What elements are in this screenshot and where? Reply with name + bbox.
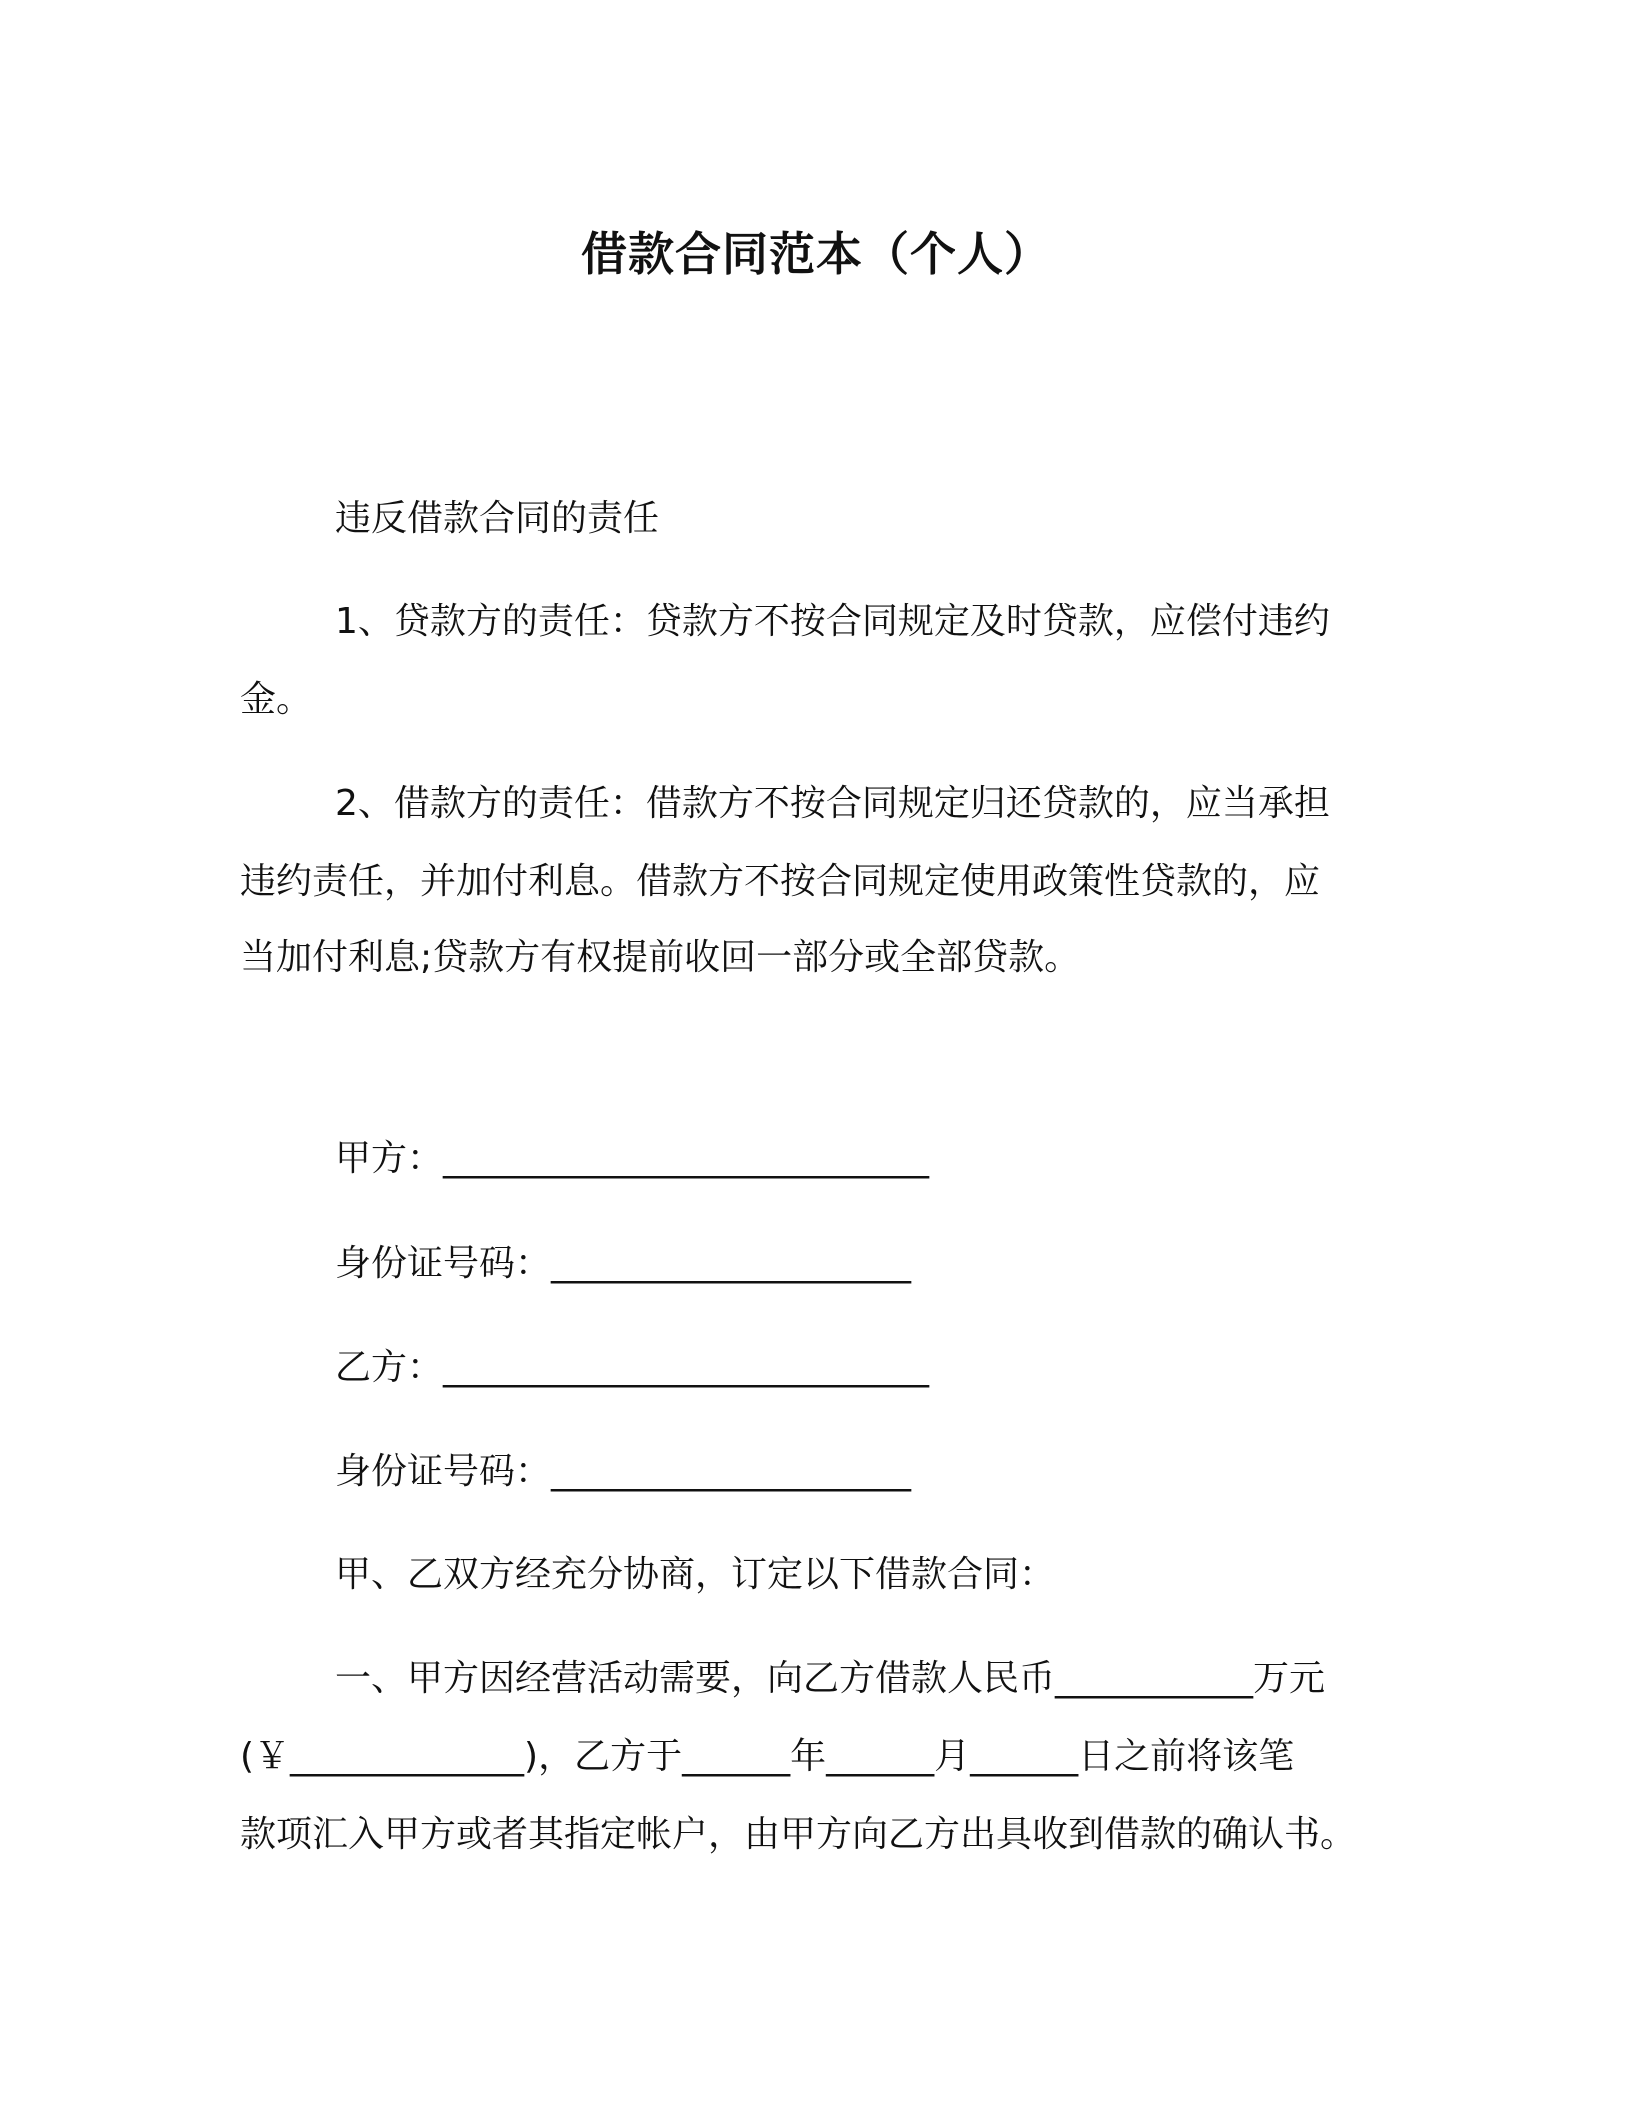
article-1-line-1: 一、甲方因经营活动需要，向乙方借款人民币___________万元 — [335, 1658, 1326, 1699]
party-b-field: 乙方：___________________________ — [335, 1347, 930, 1388]
party-b-id-field: 身份证号码：____________________ — [335, 1451, 912, 1492]
party-a-field: 甲方：___________________________ — [335, 1138, 930, 1179]
party-a-id-field: 身份证号码：____________________ — [335, 1243, 912, 1284]
clause-2-line-3: 当加付利息;贷款方有权提前收回一部分或全部贷款。 — [240, 937, 1081, 978]
clause-2-line-1: 2、借款方的责任：借款方不按合同规定归还贷款的，应当承担 — [335, 783, 1330, 824]
article-1-line-2: (￥_____________)，乙方于______年______月______日之前将该笔 — [240, 1736, 1295, 1777]
article-1-line-3: 款项汇入甲方或者其指定帐户，由甲方向乙方出具收到借款的确认书。 — [240, 1814, 1357, 1855]
clause-1-line-2: 金。 — [240, 679, 313, 720]
clause-2-line-2: 违约责任，并加付利息。借款方不按合同规定使用政策性贷款的，应 — [240, 861, 1321, 902]
document-title: 借款合同范本（个人） — [581, 227, 1051, 281]
clause-1-line-1: 1、贷款方的责任：贷款方不按合同规定及时贷款，应偿付违约 — [335, 601, 1330, 642]
section-heading: 违反借款合同的责任 — [335, 498, 660, 539]
preamble: 甲、乙双方经充分协商，订定以下借款合同： — [335, 1554, 1056, 1595]
